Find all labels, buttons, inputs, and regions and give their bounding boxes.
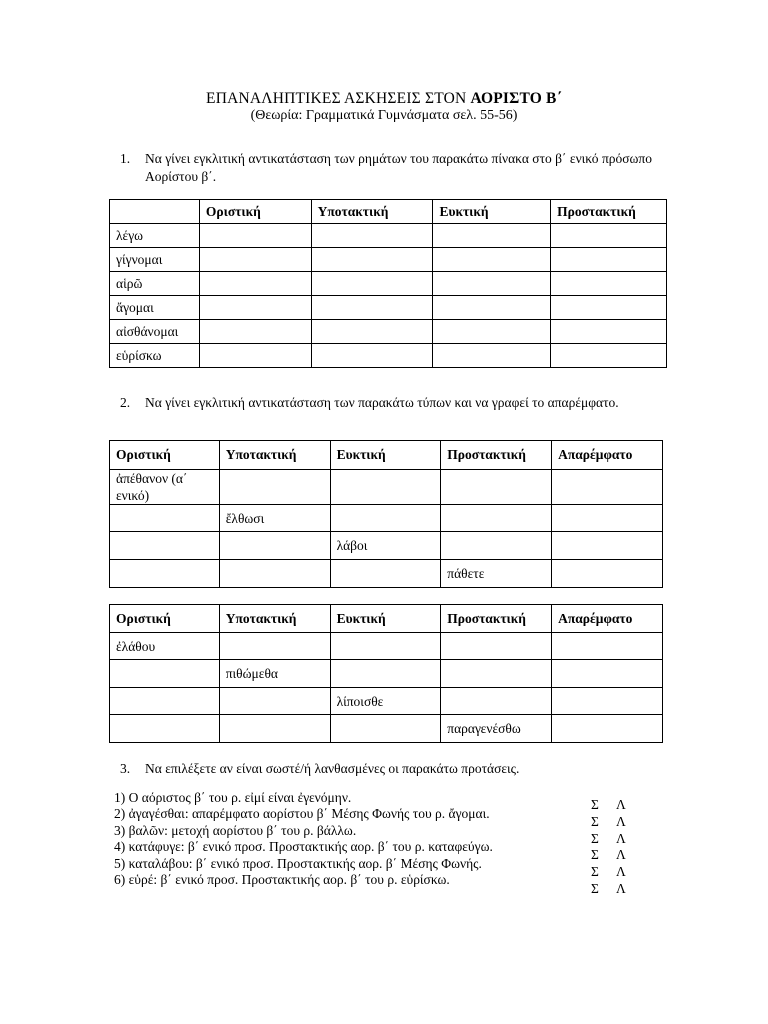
answer-cell[interactable]: [552, 633, 663, 660]
answer-cell[interactable]: [433, 344, 551, 368]
column-header: Οριστική: [110, 605, 220, 633]
table-row: [110, 272, 667, 296]
table-header-row: [110, 200, 667, 224]
true-option[interactable]: Σ: [591, 830, 599, 846]
true-option[interactable]: Σ: [591, 813, 599, 829]
column-header: Ευκτική: [330, 441, 441, 470]
answer-cell[interactable]: [551, 296, 667, 320]
table-row: [110, 560, 663, 588]
column-header: Προστακτική: [551, 200, 667, 224]
answer-cell[interactable]: [311, 320, 433, 344]
answer-cell[interactable]: [199, 224, 311, 248]
column-header: Απαρέμφατο: [552, 441, 663, 470]
question-2-text: Να γίνει εγκλιτική αντικατάσταση των παρακάτω τύπων και να γραφεί το απαρέμφατο.: [145, 395, 619, 410]
answer-cell[interactable]: [219, 560, 330, 588]
table-cell: ἔλθωσι: [219, 505, 330, 532]
question-1-number: 1.: [120, 151, 131, 166]
column-header: Ευκτική: [433, 200, 551, 224]
table-row: [110, 224, 667, 248]
answer-cell[interactable]: [199, 296, 311, 320]
question-2: [120, 394, 652, 412]
table-row: [110, 532, 663, 560]
table-row: [110, 660, 663, 688]
table-row: [110, 296, 667, 320]
answer-cell[interactable]: [433, 224, 551, 248]
statement-item: 1) Ο αόριστος β΄ του ρ. εἰμί είναι ἐγενόμην.: [114, 790, 352, 805]
answer-cell[interactable]: [552, 660, 663, 688]
answer-cell[interactable]: [330, 715, 441, 743]
answer-cell[interactable]: [110, 505, 220, 532]
table-q2a: [109, 440, 663, 588]
answer-cell[interactable]: [552, 470, 663, 505]
table-cell: λέγω: [110, 224, 200, 248]
statement-item: 6) εὑρέ: β΄ ενικό προσ. Προστακτικής αορ. β΄ του ρ. εὑρίσκω.: [114, 871, 450, 887]
true-false-row: [591, 864, 641, 881]
answer-cell[interactable]: [219, 532, 330, 560]
column-header: Απαρέμφατο: [552, 605, 663, 633]
column-header: Ευκτική: [330, 605, 441, 633]
true-false-row: [591, 814, 641, 831]
answer-cell[interactable]: [330, 470, 441, 505]
column-header: Υποτακτική: [219, 441, 330, 470]
true-false-row: [591, 797, 641, 814]
answer-cell[interactable]: [551, 248, 667, 272]
statement-item: 2) ἀγαγέσθαι: απαρέμφατο αορίστου β΄ Μέσης Φωνής του ρ. ἄγομαι.: [114, 806, 490, 822]
statement-item: 3) βαλῶν: μετοχή αορίστου β΄ του ρ. βάλλω.: [114, 822, 357, 838]
answer-cell[interactable]: [552, 715, 663, 743]
column-header: Προστακτική: [441, 441, 552, 470]
table-row: [110, 688, 663, 715]
true-option[interactable]: Σ: [591, 864, 599, 880]
answer-cell[interactable]: [441, 505, 552, 532]
table-row: [110, 715, 663, 743]
answer-cell[interactable]: [110, 660, 220, 688]
answer-cell[interactable]: [110, 560, 220, 588]
table-row: [110, 320, 667, 344]
table-row: [110, 344, 667, 368]
answer-cell[interactable]: [311, 248, 433, 272]
column-header: Υποτακτική: [219, 605, 330, 633]
question-1-text: Να γίνει εγκλιτική αντικατάσταση των ρημάτων του παρακάτω πίνακα στο β΄ ενικό πρόσωπο Αορίστου β΄.: [145, 151, 652, 184]
true-option[interactable]: Σ: [591, 797, 599, 812]
true-option[interactable]: Σ: [591, 847, 599, 863]
answer-cell[interactable]: [219, 715, 330, 743]
answer-cell[interactable]: [433, 296, 551, 320]
answer-cell[interactable]: [551, 272, 667, 296]
table-header-row: [110, 605, 663, 633]
answer-cell[interactable]: [433, 320, 551, 344]
table-row: [110, 248, 667, 272]
false-option[interactable]: Λ: [616, 864, 626, 880]
column-header: Υποτακτική: [311, 200, 433, 224]
column-header: [110, 200, 200, 224]
answer-cell[interactable]: [199, 344, 311, 368]
false-option[interactable]: Λ: [616, 847, 626, 863]
page-subtitle: (Θεωρία: Γραμματικά Γυμνάσματα σελ. 55-56): [250, 108, 518, 123]
answer-cell[interactable]: [219, 633, 330, 660]
answer-cell[interactable]: [311, 344, 433, 368]
table-cell: παραγενέσθω: [441, 715, 552, 743]
answer-cell[interactable]: [110, 532, 220, 560]
answer-cell[interactable]: [441, 470, 552, 505]
answer-cell[interactable]: [110, 688, 220, 715]
false-option[interactable]: Λ: [616, 813, 626, 829]
true-option[interactable]: Σ: [591, 880, 599, 896]
answer-cell[interactable]: [330, 560, 441, 588]
answer-cell[interactable]: [219, 688, 330, 715]
answer-cell[interactable]: [552, 688, 663, 715]
answer-cell[interactable]: [311, 272, 433, 296]
statements-list: [114, 790, 584, 888]
table-cell: αἱρῶ: [110, 272, 200, 296]
answer-cell[interactable]: [552, 560, 663, 588]
column-header: Οριστική: [199, 200, 311, 224]
true-false-row: [591, 847, 641, 864]
answer-cell[interactable]: [441, 633, 552, 660]
answer-cell[interactable]: [551, 224, 667, 248]
answer-cell[interactable]: [441, 660, 552, 688]
title-bold: ΑΟΡΙΣΤΟ Β΄: [470, 90, 562, 107]
answer-cell[interactable]: [552, 505, 663, 532]
answer-cell[interactable]: [311, 224, 433, 248]
table-cell: ἄγομαι: [110, 296, 200, 320]
question-3-text: Να επιλέξετε αν είναι σωστέ/ή λανθασμένες οι παρακάτω προτάσεις.: [145, 761, 520, 776]
table-cell: ἐλάθου: [110, 633, 220, 660]
table-cell: εὑρίσκω: [110, 344, 200, 368]
question-1: [120, 150, 652, 186]
statement-item: 5) καταλάβου: β΄ ενικό προσ. Προστακτικής αορ. β΄ Μέσης Φωνής.: [114, 855, 482, 871]
table-cell: αἰσθάνομαι: [110, 320, 200, 344]
table-cell: λάβοι: [330, 532, 441, 560]
answer-cell[interactable]: [199, 248, 311, 272]
answer-cell[interactable]: [199, 272, 311, 296]
page-title: [0, 90, 768, 108]
table-q2b: [109, 604, 663, 743]
table-header-row: [110, 441, 663, 470]
answer-cell[interactable]: [199, 320, 311, 344]
false-option[interactable]: Λ: [616, 797, 626, 812]
column-header: Προστακτική: [441, 605, 552, 633]
answer-cell[interactable]: [330, 633, 441, 660]
table-cell: γίγνομαι: [110, 248, 200, 272]
table-cell: πιθώμεθα: [219, 660, 330, 688]
question-3: [120, 760, 652, 778]
answer-cell[interactable]: [330, 505, 441, 532]
false-option[interactable]: Λ: [616, 880, 626, 896]
answer-cell[interactable]: [311, 296, 433, 320]
table-q1: [109, 199, 667, 368]
table-row: [110, 470, 663, 505]
answer-cell[interactable]: [551, 344, 667, 368]
column-header: Οριστική: [110, 441, 220, 470]
answer-cell[interactable]: [441, 688, 552, 715]
answer-cell[interactable]: [330, 660, 441, 688]
table-cell: πάθετε: [441, 560, 552, 588]
statement-item: 4) κατάφυγε: β΄ ενικό προσ. Προστακτικής αορ. β΄ του ρ. καταφεύγω.: [114, 839, 493, 855]
table-cell: ἀπέθανον (α΄ ενικό): [110, 470, 220, 505]
true-false-row: [591, 881, 641, 898]
question-3-number: 3.: [120, 761, 131, 776]
table-cell: λίποισθε: [330, 688, 441, 715]
answer-cell[interactable]: [219, 470, 330, 505]
title-prefix: ΕΠΑΝΑΛΗΠΤΙΚΕΣ ΑΣΚΗΣΕΙΣ ΣΤΟΝ: [206, 90, 471, 107]
answer-cell[interactable]: [110, 715, 220, 743]
answer-cell[interactable]: [552, 532, 663, 560]
true-false-column: [591, 797, 641, 898]
answer-cell[interactable]: [433, 248, 551, 272]
answer-cell[interactable]: [551, 320, 667, 344]
answer-cell[interactable]: [433, 272, 551, 296]
false-option[interactable]: Λ: [616, 830, 626, 846]
true-false-row: [591, 831, 641, 848]
question-2-number: 2.: [120, 395, 131, 410]
answer-cell[interactable]: [441, 532, 552, 560]
table-row: [110, 505, 663, 532]
table-row: [110, 633, 663, 660]
